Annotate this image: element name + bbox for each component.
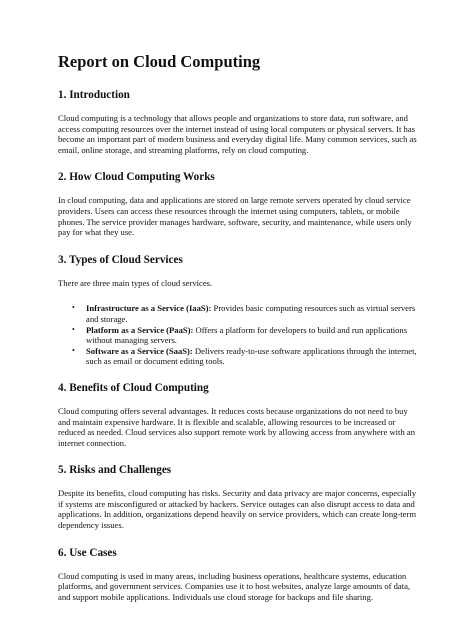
list-item bbox=[72, 324, 418, 346]
section-benefits bbox=[58, 381, 418, 448]
section-use-cases bbox=[58, 546, 418, 603]
bullet-icon: • bbox=[72, 303, 75, 313]
bullet-icon: • bbox=[72, 324, 75, 334]
section-paragraph: Despite its benefits, cloud computing has risks. Security and data privacy are major concerns, especially if systems are misconfigured or attacked by hackers. Service outages can also disrupt access to data and applications. In addition, organizations depend heavily on service providers, which can create long-term dependency issues. bbox=[58, 488, 417, 531]
section-heading: 5. Risks and Challenges bbox=[58, 464, 172, 477]
bullet-icon: • bbox=[72, 345, 75, 355]
list-item-term: Platform as a Service (PaaS): bbox=[86, 324, 194, 335]
list-item bbox=[72, 345, 418, 367]
service-types-list bbox=[58, 303, 418, 367]
section-paragraph: Cloud computing is used in many areas, including business operations, healthcare systems, education platforms, and government services. Companies use it to host websites, analyze large amounts of data, and support mobile applications. Individuals use cloud storage for backups and file sharing. bbox=[58, 570, 411, 602]
section-how-it-works bbox=[58, 170, 418, 237]
section-heading: 4. Benefits of Cloud Computing bbox=[58, 381, 209, 394]
list-item bbox=[72, 303, 418, 324]
list-item-text: Provides basic computing resources such as virtual servers and storage. bbox=[86, 303, 416, 324]
list-item-term: Infrastructure as a Service (IaaS): bbox=[86, 303, 212, 314]
document-title: Report on Cloud Computing bbox=[58, 52, 261, 71]
section-heading: 3. Types of Cloud Services bbox=[58, 253, 183, 266]
section-introduction bbox=[58, 88, 418, 155]
section-heading: 1. Introduction bbox=[58, 89, 130, 101]
list-item-term: Software as a Service (SaaS): bbox=[86, 345, 193, 356]
section-paragraph: Cloud computing is a technology that allows people and organizations to store data, run software, and access computing resources over the internet instead of using local computers or physical servers. It has become an important part of modern business and everyday digital life. Many common services, such as email, online storage, and streaming platforms, rely on cloud computing. bbox=[58, 113, 417, 155]
section-paragraph: In cloud computing, data and applications are stored on large remote servers operated by cloud service providers. Users can access these resources through the internet using computers, tablets, or mobile phones. The service provider manages hardware, software, security, and maintenance, while users only pay for what they use. bbox=[58, 195, 412, 238]
section-heading: 6. Use Cases bbox=[58, 546, 117, 559]
list-item-text: Delivers ready-to-use software applications through the internet, such as email or document editing tools. bbox=[86, 345, 417, 367]
section-heading: 2. How Cloud Computing Works bbox=[58, 171, 215, 184]
section-types bbox=[58, 253, 418, 367]
section-paragraph: Cloud computing offers several advantages. It reduces costs because organizations do not need to buy and maintain expensive hardware. It is flexible and scalable, allowing resources to be increased or reduced as needed. Cloud services also support remote work by allowing access from anywhere with an internet connection. bbox=[58, 405, 416, 448]
list-item-text: Offers a platform for developers to build and run applications without managing servers. bbox=[86, 324, 408, 346]
section-paragraph: There are three main types of cloud services. bbox=[58, 277, 213, 288]
section-risks bbox=[58, 463, 418, 530]
